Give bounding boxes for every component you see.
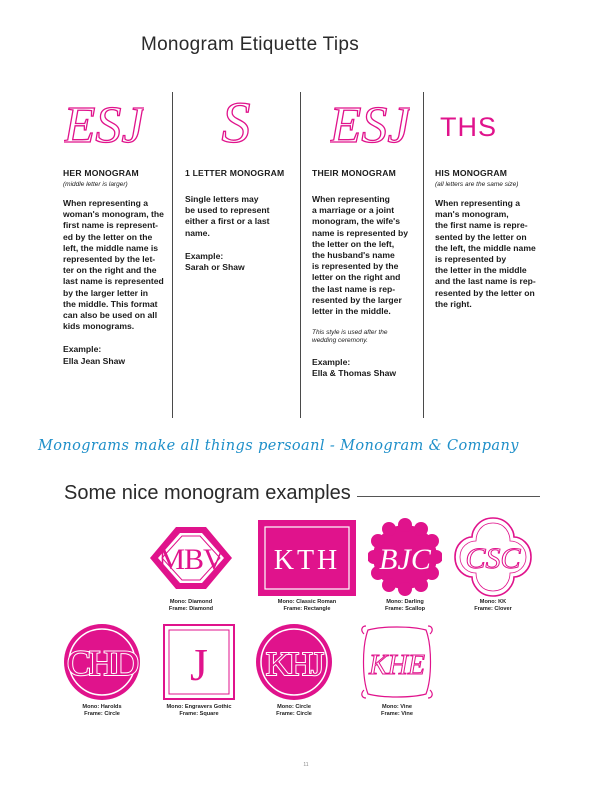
- example-mono: Mono: Classic Roman: [277, 599, 337, 605]
- example-vine-frame: [358, 624, 436, 700]
- example-letters: KTH: [273, 545, 341, 576]
- example-caption: [438, 599, 548, 613]
- example-letters: KHE: [369, 650, 425, 681]
- column-heading: HER MONOGRAM: [63, 168, 139, 178]
- example-caption: [136, 599, 246, 613]
- example-label: Example:: [312, 357, 351, 368]
- her-monogram-letters: ESJ: [64, 97, 144, 152]
- example-mono: Mono: KK: [479, 599, 507, 605]
- example-mono: Mono: Vine: [381, 704, 413, 710]
- column-her-monogram: [63, 168, 171, 367]
- her-monogram-art: [64, 92, 144, 152]
- example-letters: BJC: [379, 543, 431, 576]
- column-body: When representing a woman's monogram, the first name is represent- ed by the letter on the left, the middle name is represented by the let- ter on the right and the last name is represented by the larger letter in the middle. This format can also be used on all kids monograms.: [63, 198, 164, 332]
- page-title: Monogram Etiquette Tips: [140, 34, 360, 55]
- one-letter-monogram-art: [206, 90, 266, 152]
- example-letters: MBV: [158, 543, 224, 576]
- example-mono: Mono: Harolds: [82, 704, 122, 710]
- column-divider: [423, 92, 424, 418]
- column-note: (middle letter is larger): [63, 181, 128, 188]
- example-label: Example:: [63, 344, 102, 355]
- example-label: Example:: [185, 250, 224, 261]
- column-body: When representing a marriage or a joint monogram, the wife's name is represented by the letter on the left, the husband's name is represented by the letter on the right and the last name is rep- resented by the larger letter in the middle.: [312, 194, 409, 317]
- example-frame: Frame: Clover: [474, 606, 512, 612]
- example-letters: CSC: [465, 542, 521, 575]
- example-square-frame: [163, 624, 235, 700]
- column-their-monogram: [312, 168, 420, 380]
- example-letters: KHJ: [265, 646, 323, 683]
- column-heading: 1 LETTER MONOGRAM: [185, 168, 285, 178]
- example-frame: Frame: Vine: [381, 711, 413, 717]
- examples-title-rule: [357, 496, 540, 497]
- column-one-letter-monogram: [185, 168, 293, 273]
- example-frame: Frame: Scallop: [384, 606, 426, 612]
- column-divider: [300, 92, 301, 418]
- their-monogram-letters: ESJ: [330, 97, 410, 152]
- example-mono: Mono: Darling: [386, 599, 424, 605]
- example-value: Sarah or Shaw: [185, 262, 245, 273]
- example-mono: Mono: Engravers Gothic: [166, 704, 232, 710]
- example-caption: [252, 599, 362, 613]
- tagline: Monograms make all things persoanl - Monogram & Company: [38, 438, 519, 454]
- example-frame: Frame: Diamond: [168, 606, 214, 612]
- one-letter-monogram-letter: S: [221, 90, 251, 152]
- column-body: When representing a man's monogram, the first name is repre- sented by the letter on the left, the middle name is represented by the letter in the middle and the last name is rep- resented by the letter on the right.: [435, 198, 536, 309]
- example-circle-frame: [64, 624, 140, 700]
- example-clover-frame: [452, 515, 534, 599]
- example-frame: Frame: Circle: [276, 711, 312, 717]
- column-body: Single letters may be used to represent either a first or a last name.: [185, 194, 270, 238]
- example-value: Ella Jean Shaw: [63, 355, 126, 366]
- column-his-monogram: [435, 168, 543, 310]
- example-rectangle-frame: [258, 520, 356, 596]
- example-value: Ella & Thomas Shaw: [312, 368, 397, 379]
- column-after-note: This style is used after the wedding ceremony.: [312, 329, 388, 345]
- column-heading: HIS MONOGRAM: [435, 168, 508, 178]
- column-heading: THEIR MONOGRAM: [312, 168, 396, 178]
- his-monogram-art: THS: [440, 112, 497, 142]
- example-caption: [144, 704, 254, 718]
- column-note: (all letters are the same size): [435, 181, 519, 188]
- example-scallop-frame: [368, 517, 442, 597]
- example-letters: CHD: [66, 643, 138, 683]
- examples-title: Some nice monogram examples: [64, 482, 351, 504]
- example-caption: [239, 704, 349, 718]
- example-caption: [47, 704, 157, 718]
- example-frame: Frame: Circle: [84, 711, 120, 717]
- example-letters: J: [190, 639, 208, 690]
- example-caption: [342, 704, 452, 718]
- example-frame: Frame: Rectangle: [283, 606, 331, 612]
- column-divider: [172, 92, 173, 418]
- example-mono: Mono: Circle: [277, 704, 311, 710]
- their-monogram-art: [330, 92, 410, 152]
- example-frame: Frame: Square: [179, 711, 219, 717]
- page-number: 11: [303, 762, 309, 768]
- example-circle-frame: [256, 624, 332, 700]
- example-diamond-frame: [146, 519, 236, 597]
- example-mono: Mono: Diamond: [169, 599, 213, 605]
